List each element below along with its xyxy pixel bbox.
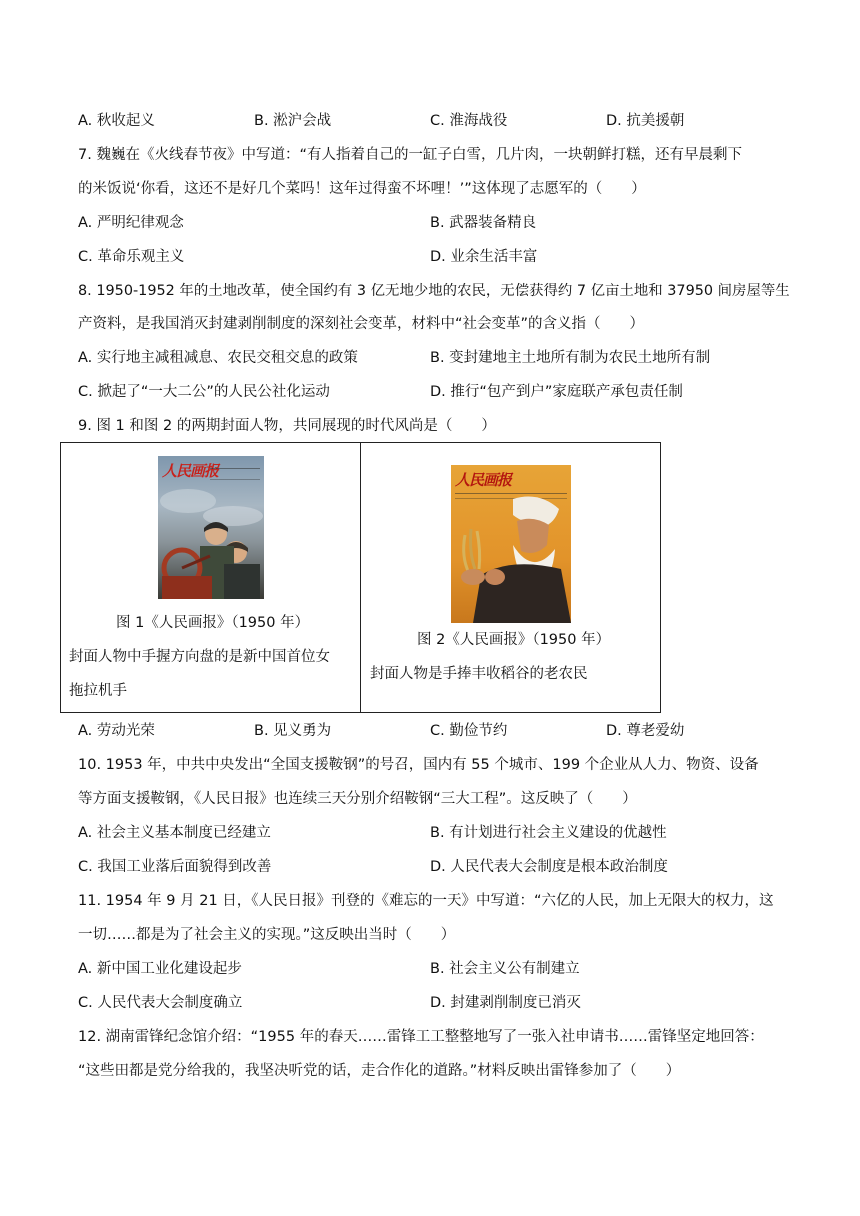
figure2-description: 封面人物是手捧丰收稻谷的老农民 bbox=[370, 666, 588, 682]
figure1-description-line2: 拖拉机手 bbox=[69, 683, 127, 699]
figure1-description-line1: 封面人物中手握方向盘的是新中国首位女 bbox=[69, 649, 330, 665]
q11-option-d: D. 封建剥削制度已消灭 bbox=[430, 995, 581, 1011]
figure2-masthead: 人民画报 bbox=[455, 471, 512, 489]
figure1-cover-illustration bbox=[158, 456, 264, 599]
q7-option-a: A. 严明纪律观念 bbox=[78, 215, 184, 231]
q7-stem-line1: 7. 魏巍在《火线春节夜》中写道：“有人指着自己的一缸子白雪，几片肉，一块朝鲜打糕，还有早晨剩下 bbox=[78, 147, 742, 163]
q8-option-a: A. 实行地主减租减息、农民交租交息的政策 bbox=[78, 350, 358, 366]
q7-option-d: D. 业余生活丰富 bbox=[430, 249, 538, 265]
q9-option-d: D. 尊老爱幼 bbox=[606, 723, 685, 739]
q10-stem-line1: 10. 1953 年，中共中央发出“全国支援鞍钢”的号召，国内有 55 个城市、199 个企业从人力、物资、设备 bbox=[78, 757, 759, 773]
figure1-magazine-cover bbox=[158, 456, 264, 599]
q11-option-c: C. 人民代表大会制度确立 bbox=[78, 995, 243, 1011]
q8-option-d: D. 推行“包产到户”家庭联产承包责任制 bbox=[430, 384, 683, 400]
q6-option-a: A. 秋收起义 bbox=[78, 113, 155, 129]
q7-option-c: C. 革命乐观主义 bbox=[78, 249, 185, 265]
q6-option-b: B. 淞沪会战 bbox=[254, 113, 332, 129]
q11-stem-line1: 11. 1954 年 9 月 21 日，《人民日报》刊登的《难忘的一天》中写道：“六亿的人民，加上无限大的权力，这 bbox=[78, 893, 774, 909]
q11-stem-line2: 一切……都是为了社会主义的实现。”这反映出当时（ ） bbox=[78, 927, 456, 943]
q9-stem: 9. 图 1 和图 2 的两期封面人物，共同展现的时代风尚是（ ） bbox=[78, 418, 496, 434]
figure2-magazine-cover bbox=[451, 465, 571, 623]
q9-figure-table bbox=[60, 442, 661, 713]
q9-option-b: B. 见义勇为 bbox=[254, 723, 332, 739]
table-divider bbox=[360, 443, 361, 712]
q12-stem-line2: “这些田都是党分给我的，我坚决听党的话，走合作化的道路。”材料反映出雷锋参加了（ ） bbox=[78, 1063, 681, 1079]
q8-stem-line1: 8. 1950-1952 年的土地改革，使全国约有 3 亿无地少地的农民，无偿获得约 7 亿亩土地和 37950 间房屋等生 bbox=[78, 283, 790, 299]
q7-stem-line2: 的米饭说‘你看，这还不是好几个菜吗！这年过得蛮不坏哩！’”这体现了志愿军的（ ） bbox=[78, 181, 646, 197]
q10-option-c: C. 我国工业落后面貌得到改善 bbox=[78, 859, 272, 875]
q10-option-a: A. 社会主义基本制度已经建立 bbox=[78, 825, 271, 841]
q6-option-c: C. 淮海战役 bbox=[430, 113, 508, 129]
q10-option-b: B. 有计划进行社会主义建设的优越性 bbox=[430, 825, 667, 841]
q9-option-c: C. 勤俭节约 bbox=[430, 723, 508, 739]
q10-stem-line2: 等方面支援鞍钢，《人民日报》也连续三天分别介绍鞍钢“三大工程”。这反映了（ ） bbox=[78, 791, 637, 807]
q8-stem-line2: 产资料，是我国消灭封建剥削制度的深刻社会变革，材料中“社会变革”的含义指（ ） bbox=[78, 316, 645, 332]
q6-option-d: D. 抗美援朝 bbox=[606, 113, 685, 129]
q12-stem-line1: 12. 湖南雷锋纪念馆介绍：“1955 年的春天……雷锋工工整整地写了一张入社申请书……雷锋坚定地回答： bbox=[78, 1029, 764, 1045]
q7-option-b: B. 武器装备精良 bbox=[430, 215, 537, 231]
figure2-caption: 图 2《人民画报》（1950 年） bbox=[417, 632, 611, 648]
q8-option-b: B. 变封建地主土地所有制为农民土地所有制 bbox=[430, 350, 711, 366]
q9-option-a: A. 劳动光荣 bbox=[78, 723, 155, 739]
figure1-masthead: 人民画报 bbox=[162, 462, 219, 480]
figure1-caption: 图 1《人民画报》（1950 年） bbox=[116, 615, 310, 631]
q11-option-a: A. 新中国工业化建设起步 bbox=[78, 961, 242, 977]
q10-option-d: D. 人民代表大会制度是根本政治制度 bbox=[430, 859, 668, 875]
q8-option-c: C. 掀起了“一大二公”的人民公社化运动 bbox=[78, 384, 330, 400]
q11-option-b: B. 社会主义公有制建立 bbox=[430, 961, 580, 977]
figure2-cover-illustration bbox=[451, 465, 571, 623]
